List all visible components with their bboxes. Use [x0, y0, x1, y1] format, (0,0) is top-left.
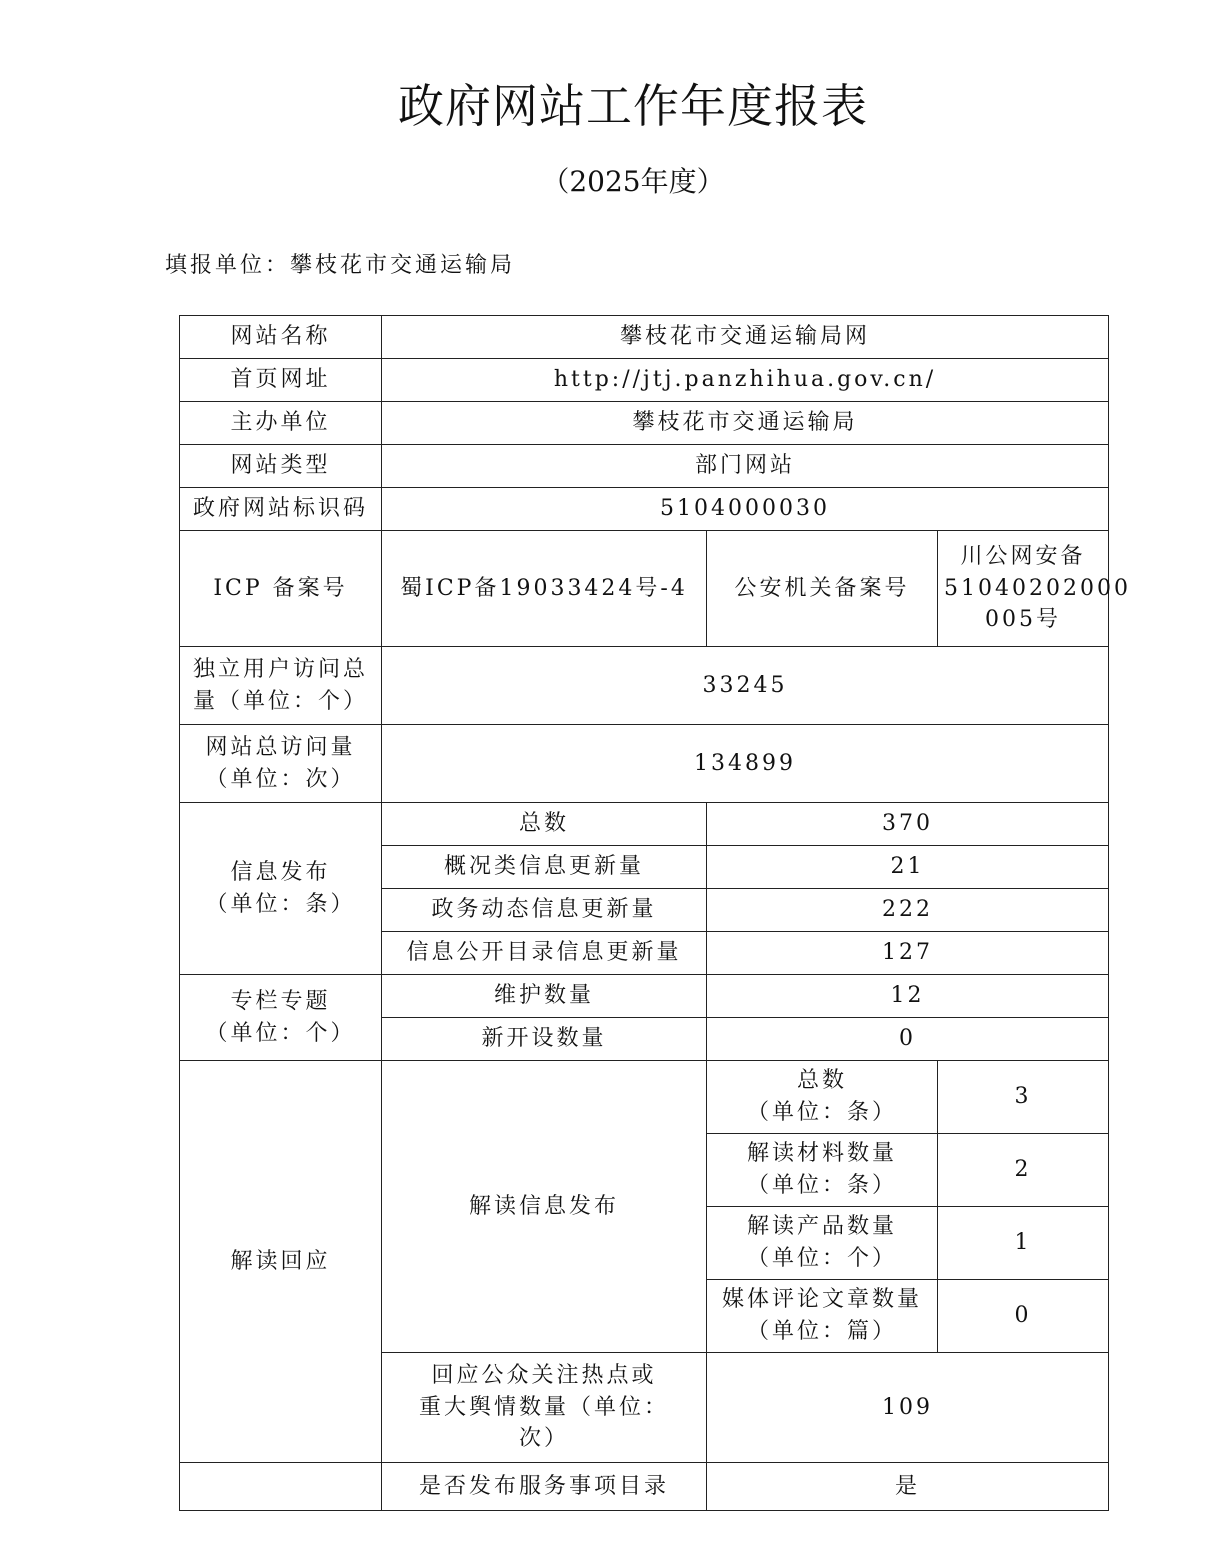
row-total-visits: [180, 725, 1109, 803]
interpretation-item-label-line2: （单位：条）: [746, 1100, 897, 1125]
report-year: （2025年度）: [541, 165, 725, 198]
service-catalog-empty-cell: [180, 1463, 382, 1511]
icp-value: 蜀ICP备19033424号-4: [382, 531, 707, 647]
interpretation-item-label: [707, 1061, 938, 1134]
site-type-value: 部门网站: [382, 445, 1109, 488]
interpretation-item-label: [707, 1134, 938, 1207]
row-site-name: [180, 316, 1109, 359]
total-visits-label-line2: （单位：次）: [205, 766, 356, 792]
interpretation-item-label-line2: （单位：篇）: [746, 1319, 897, 1344]
response-label-line3: 次）: [518, 1426, 569, 1452]
info-release-item-label: 信息公开目录信息更新量: [382, 932, 707, 975]
row-icp: [180, 531, 1109, 647]
police-record-line1: 川公网安备: [960, 543, 1086, 569]
interpretation-item-label-line2: （单位：个）: [746, 1246, 897, 1271]
special-columns-label: [180, 975, 382, 1061]
info-release-item-value: 21: [707, 846, 1109, 889]
unique-visitors-label-line1: 独立用户访问总: [192, 656, 368, 682]
interpretation-item-value: 3: [938, 1061, 1109, 1134]
row-interp-total: [180, 1061, 1109, 1134]
police-record-line2: 51040202000: [944, 575, 1131, 601]
site-code-label: 政府网站标识码: [180, 488, 382, 531]
info-release-item-label: 总数: [382, 803, 707, 846]
interpretation-item-label-line1: 解读产品数量: [746, 1214, 897, 1240]
special-columns-label-line1: 专栏专题: [230, 988, 331, 1014]
row-homepage-url: [180, 359, 1109, 402]
site-type-label: 网站类型: [180, 445, 382, 488]
response-value: 109: [707, 1353, 1109, 1463]
report-table: [179, 315, 1131, 1511]
special-columns-label-line2: （单位：个）: [205, 1020, 356, 1046]
info-release-item-label: 政务动态信息更新量: [382, 889, 707, 932]
response-label: [382, 1353, 707, 1463]
sponsor-value: 攀枝花市交通运输局: [382, 402, 1109, 445]
police-record-line3: 005号: [985, 607, 1061, 633]
interpretation-item-value: 2: [938, 1134, 1109, 1207]
total-visits-value: 134899: [382, 725, 1109, 803]
info-release-item-value: 370: [707, 803, 1109, 846]
row-sponsor: [180, 402, 1109, 445]
response-label-line1: 回应公众关注热点或: [431, 1362, 657, 1388]
info-release-item-value: 127: [707, 932, 1109, 975]
interpretation-item-label-line1: 总数: [796, 1068, 847, 1094]
reporting-unit: 填报单位：攀枝花市交通运输局: [165, 253, 516, 278]
interpretation-item-value: 1: [938, 1207, 1109, 1280]
site-name-label: 网站名称: [180, 316, 382, 359]
interpretation-item-label: [707, 1280, 938, 1353]
row-site-type: [180, 445, 1109, 488]
service-catalog-label: 是否发布服务事项目录: [382, 1463, 707, 1511]
sponsor-label: 主办单位: [180, 402, 382, 445]
row-site-code: [180, 488, 1109, 531]
total-visits-label: [180, 725, 382, 803]
info-release-label-line2: （单位：条）: [205, 891, 356, 917]
total-visits-label-line1: 网站总访问量: [205, 734, 356, 760]
interpretation-item-label-line1: 解读材料数量: [746, 1141, 897, 1167]
interpretation-item-label-line1: 媒体评论文章数量: [721, 1287, 922, 1313]
police-record-label: 公安机关备案号: [707, 531, 938, 647]
info-release-label-line1: 信息发布: [230, 859, 331, 885]
interpretation-item-label-line2: （单位：条）: [746, 1173, 897, 1198]
police-record-value: [938, 531, 1131, 647]
special-columns-item-value: 0: [707, 1018, 1109, 1061]
special-columns-item-label: 新开设数量: [382, 1018, 707, 1061]
homepage-url-value[interactable]: http://jtj.panzhihua.gov.cn/: [382, 359, 1109, 402]
response-label-line2: 重大舆情数量（单位：: [418, 1394, 669, 1420]
interpretation-sub-label: 解读信息发布: [382, 1061, 707, 1353]
report-title: 政府网站工作年度报表: [398, 79, 868, 133]
unique-visitors-label-line2: 量（单位：个）: [192, 688, 368, 714]
unique-visitors-label: [180, 647, 382, 725]
icp-label: ICP 备案号: [180, 531, 382, 647]
site-code-value: 5104000030: [382, 488, 1109, 531]
site-name-value: 攀枝花市交通运输局网: [382, 316, 1109, 359]
row-service-catalog: [180, 1463, 1109, 1511]
interpretation-item-value: 0: [938, 1280, 1109, 1353]
info-release-item-label: 概况类信息更新量: [382, 846, 707, 889]
row-unique-visitors: [180, 647, 1109, 725]
info-release-label: [180, 803, 382, 975]
unique-visitors-value: 33245: [382, 647, 1109, 725]
service-catalog-value: 是: [707, 1463, 1109, 1511]
interpretation-item-label: [707, 1207, 938, 1280]
interpretation-label: 解读回应: [180, 1061, 382, 1463]
special-columns-item-label: 维护数量: [382, 975, 707, 1018]
row-special-maintain: [180, 975, 1109, 1018]
info-release-item-value: 222: [707, 889, 1109, 932]
homepage-url-label: 首页网址: [180, 359, 382, 402]
row-info-release-total: [180, 803, 1109, 846]
special-columns-item-value: 12: [707, 975, 1109, 1018]
